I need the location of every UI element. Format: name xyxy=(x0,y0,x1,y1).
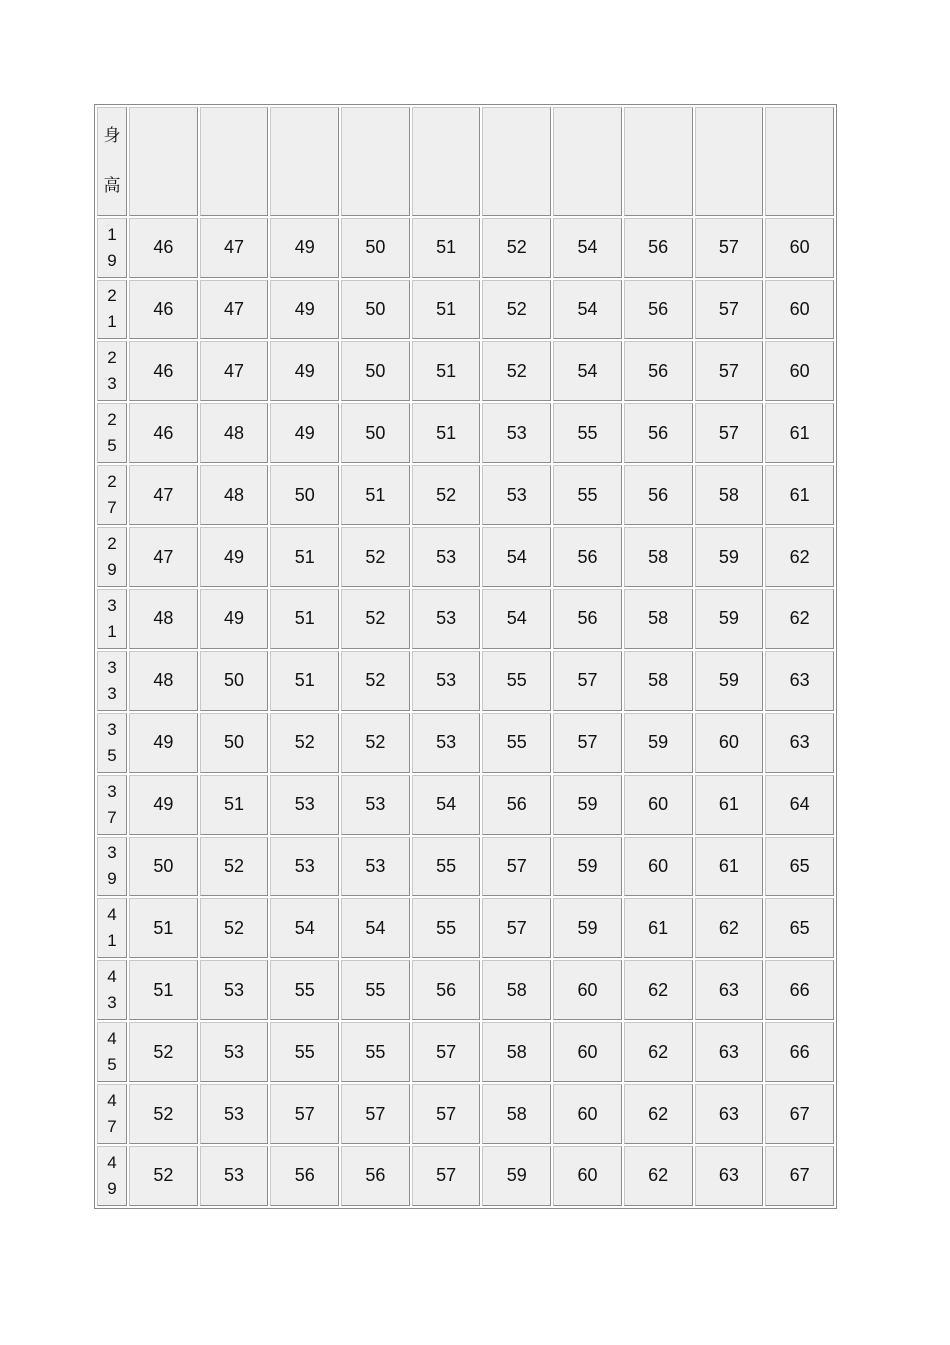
table-cell: 56 xyxy=(553,527,622,587)
table-cell: 51 xyxy=(412,341,481,401)
table-cell: 55 xyxy=(412,898,481,958)
row-label-cell xyxy=(97,651,127,711)
table-cell: 55 xyxy=(270,1022,339,1082)
table-cell: 65 xyxy=(765,898,834,958)
table-cell: 59 xyxy=(695,589,764,649)
table-row xyxy=(97,651,834,711)
table-cell: 48 xyxy=(200,403,269,463)
table-cell: 56 xyxy=(412,960,481,1020)
table-cell: 62 xyxy=(765,589,834,649)
table-cell: 60 xyxy=(624,837,693,897)
header-cell xyxy=(341,107,410,216)
table-row xyxy=(97,589,834,649)
table-cell: 53 xyxy=(412,651,481,711)
table-row xyxy=(97,403,834,463)
row-label-cell xyxy=(97,960,127,1020)
table-cell: 60 xyxy=(553,960,622,1020)
table-cell: 58 xyxy=(624,589,693,649)
header-cell xyxy=(200,107,269,216)
table-cell: 48 xyxy=(129,589,198,649)
table-cell: 50 xyxy=(341,403,410,463)
table-cell: 58 xyxy=(624,527,693,587)
table-cell: 52 xyxy=(129,1022,198,1082)
table-cell: 55 xyxy=(553,465,622,525)
table-cell: 59 xyxy=(695,527,764,587)
table-cell: 57 xyxy=(695,218,764,278)
table-cell: 49 xyxy=(270,403,339,463)
table-cell: 52 xyxy=(482,341,551,401)
table-cell: 57 xyxy=(695,341,764,401)
table-cell: 64 xyxy=(765,775,834,835)
table-cell: 50 xyxy=(341,341,410,401)
table-cell: 62 xyxy=(695,898,764,958)
row-label-cell xyxy=(97,341,127,401)
table-cell: 47 xyxy=(200,341,269,401)
table-cell: 61 xyxy=(765,403,834,463)
table-cell: 53 xyxy=(412,527,481,587)
table-cell: 59 xyxy=(624,713,693,773)
table-cell: 55 xyxy=(270,960,339,1020)
table-cell: 61 xyxy=(624,898,693,958)
table-cell: 60 xyxy=(553,1022,622,1082)
table-row xyxy=(97,465,834,525)
table-cell: 55 xyxy=(341,1022,410,1082)
table-cell: 57 xyxy=(412,1022,481,1082)
table-cell: 59 xyxy=(553,898,622,958)
table-cell: 59 xyxy=(553,775,622,835)
table-cell: 60 xyxy=(553,1146,622,1206)
table-cell: 54 xyxy=(553,341,622,401)
table-cell: 55 xyxy=(482,713,551,773)
table-cell: 48 xyxy=(129,651,198,711)
table-cell: 66 xyxy=(765,1022,834,1082)
table-cell: 67 xyxy=(765,1146,834,1206)
table-cell: 59 xyxy=(695,651,764,711)
row-label: 29 xyxy=(107,534,117,580)
table-cell: 53 xyxy=(412,589,481,649)
table-cell: 55 xyxy=(341,960,410,1020)
table-cell: 57 xyxy=(412,1146,481,1206)
row-label-cell xyxy=(97,898,127,958)
table-cell: 51 xyxy=(270,589,339,649)
table-row xyxy=(97,280,834,340)
table-cell: 50 xyxy=(341,280,410,340)
table-cell: 58 xyxy=(624,651,693,711)
table-cell: 49 xyxy=(270,341,339,401)
table-cell: 49 xyxy=(200,589,269,649)
table-cell: 57 xyxy=(695,280,764,340)
table-cell: 51 xyxy=(412,280,481,340)
row-label: 31 xyxy=(107,595,117,641)
table-cell: 52 xyxy=(341,713,410,773)
table-cell: 49 xyxy=(129,775,198,835)
table-cell: 57 xyxy=(412,1084,481,1144)
row-label: 41 xyxy=(107,905,117,951)
header-cell xyxy=(482,107,551,216)
row-label-cell xyxy=(97,218,127,278)
table-cell: 57 xyxy=(553,713,622,773)
row-label-cell xyxy=(97,1084,127,1144)
table-cell: 57 xyxy=(341,1084,410,1144)
table-cell: 49 xyxy=(270,218,339,278)
table-cell: 62 xyxy=(765,527,834,587)
table-cell: 58 xyxy=(482,1084,551,1144)
table-cell: 62 xyxy=(624,1084,693,1144)
table-cell: 53 xyxy=(341,775,410,835)
table-cell: 49 xyxy=(129,713,198,773)
row-label-cell xyxy=(97,837,127,897)
header-label-cell xyxy=(97,107,127,216)
table-cell: 51 xyxy=(412,218,481,278)
table-cell: 54 xyxy=(412,775,481,835)
table-cell: 52 xyxy=(341,589,410,649)
row-label: 47 xyxy=(107,1091,117,1137)
row-label: 49 xyxy=(107,1152,117,1198)
table-cell: 60 xyxy=(765,341,834,401)
header-cell xyxy=(129,107,198,216)
row-label: 27 xyxy=(107,472,117,518)
table-cell: 53 xyxy=(270,775,339,835)
header-cell xyxy=(270,107,339,216)
table-cell: 56 xyxy=(624,341,693,401)
table-row xyxy=(97,218,834,278)
row-label: 37 xyxy=(107,781,117,827)
table-cell: 60 xyxy=(624,775,693,835)
table-cell: 57 xyxy=(553,651,622,711)
table-cell: 54 xyxy=(553,218,622,278)
table-cell: 52 xyxy=(341,527,410,587)
header-cell xyxy=(624,107,693,216)
table-cell: 52 xyxy=(482,280,551,340)
row-label-cell xyxy=(97,527,127,587)
table-cell: 54 xyxy=(482,589,551,649)
table-cell: 60 xyxy=(695,713,764,773)
table-cell: 52 xyxy=(129,1146,198,1206)
table-cell: 50 xyxy=(200,651,269,711)
row-label: 19 xyxy=(107,224,117,270)
header-cell xyxy=(553,107,622,216)
row-label: 25 xyxy=(107,410,117,456)
table-cell: 52 xyxy=(129,1084,198,1144)
table-cell: 48 xyxy=(200,465,269,525)
table-cell: 61 xyxy=(765,465,834,525)
row-label: 21 xyxy=(107,286,117,332)
table-row xyxy=(97,341,834,401)
table-cell: 51 xyxy=(200,775,269,835)
table-cell: 53 xyxy=(341,837,410,897)
table-cell: 61 xyxy=(695,775,764,835)
table-cell: 46 xyxy=(129,403,198,463)
table-cell: 59 xyxy=(482,1146,551,1206)
table-cell: 59 xyxy=(553,837,622,897)
row-label-cell xyxy=(97,465,127,525)
table-cell: 54 xyxy=(482,527,551,587)
table-cell: 56 xyxy=(624,465,693,525)
table-cell: 53 xyxy=(200,1146,269,1206)
table-cell: 63 xyxy=(695,960,764,1020)
table-row xyxy=(97,1022,834,1082)
table-cell: 56 xyxy=(624,280,693,340)
table-cell: 50 xyxy=(270,465,339,525)
table-cell: 53 xyxy=(200,1084,269,1144)
table-cell: 65 xyxy=(765,837,834,897)
table-cell: 52 xyxy=(341,651,410,711)
table-cell: 56 xyxy=(341,1146,410,1206)
table-cell: 63 xyxy=(695,1084,764,1144)
table-cell: 50 xyxy=(200,713,269,773)
table-cell: 66 xyxy=(765,960,834,1020)
table-cell: 67 xyxy=(765,1084,834,1144)
table-cell: 52 xyxy=(270,713,339,773)
table-cell: 58 xyxy=(482,1022,551,1082)
table-cell: 51 xyxy=(270,527,339,587)
data-table xyxy=(95,105,836,1208)
table-cell: 53 xyxy=(482,465,551,525)
table-cell: 49 xyxy=(270,280,339,340)
table-cell: 53 xyxy=(270,837,339,897)
table-row xyxy=(97,775,834,835)
table-row xyxy=(97,837,834,897)
table-cell: 57 xyxy=(695,403,764,463)
row-label: 39 xyxy=(107,843,117,889)
table-cell: 52 xyxy=(482,218,551,278)
header-cell xyxy=(412,107,481,216)
table-cell: 55 xyxy=(412,837,481,897)
table-row xyxy=(97,960,834,1020)
table-cell: 62 xyxy=(624,1146,693,1206)
table-cell: 58 xyxy=(482,960,551,1020)
table-cell: 52 xyxy=(200,898,269,958)
table-body xyxy=(97,107,834,1206)
table-cell: 46 xyxy=(129,280,198,340)
table-cell: 47 xyxy=(200,218,269,278)
table-row xyxy=(97,527,834,587)
table-cell: 56 xyxy=(624,403,693,463)
table-row xyxy=(97,1084,834,1144)
table-cell: 51 xyxy=(341,465,410,525)
row-label-cell xyxy=(97,403,127,463)
row-label: 35 xyxy=(107,719,117,765)
table-cell: 56 xyxy=(624,218,693,278)
row-label: 23 xyxy=(107,348,117,394)
table-cell: 56 xyxy=(482,775,551,835)
table-cell: 63 xyxy=(695,1146,764,1206)
table-cell: 51 xyxy=(129,898,198,958)
table-cell: 56 xyxy=(270,1146,339,1206)
table-cell: 53 xyxy=(482,403,551,463)
table-cell: 62 xyxy=(624,960,693,1020)
table-cell: 47 xyxy=(200,280,269,340)
height-header-label: 身高 xyxy=(103,126,121,197)
table-cell: 54 xyxy=(341,898,410,958)
row-label-cell xyxy=(97,713,127,773)
row-label-cell xyxy=(97,775,127,835)
header-row xyxy=(97,107,834,216)
row-label-cell xyxy=(97,280,127,340)
table-cell: 63 xyxy=(765,651,834,711)
table-cell: 63 xyxy=(695,1022,764,1082)
table-cell: 46 xyxy=(129,341,198,401)
table-cell: 50 xyxy=(341,218,410,278)
table-cell: 53 xyxy=(412,713,481,773)
table-cell: 53 xyxy=(200,1022,269,1082)
table-cell: 55 xyxy=(482,651,551,711)
table-cell: 51 xyxy=(129,960,198,1020)
table-cell: 60 xyxy=(553,1084,622,1144)
row-label-cell xyxy=(97,589,127,649)
row-label-cell xyxy=(97,1022,127,1082)
table-cell: 52 xyxy=(412,465,481,525)
table-cell: 60 xyxy=(765,218,834,278)
table-row xyxy=(97,1146,834,1206)
row-label: 33 xyxy=(107,657,117,703)
table-cell: 62 xyxy=(624,1022,693,1082)
table-row xyxy=(97,713,834,773)
table-cell: 58 xyxy=(695,465,764,525)
size-table xyxy=(94,104,837,1209)
table-cell: 51 xyxy=(270,651,339,711)
table-cell: 49 xyxy=(200,527,269,587)
table-cell: 52 xyxy=(200,837,269,897)
table-cell: 61 xyxy=(695,837,764,897)
table-cell: 50 xyxy=(129,837,198,897)
table-cell: 47 xyxy=(129,465,198,525)
table-cell: 63 xyxy=(765,713,834,773)
table-cell: 56 xyxy=(553,589,622,649)
row-label: 43 xyxy=(107,967,117,1013)
table-row xyxy=(97,898,834,958)
header-cell xyxy=(695,107,764,216)
table-cell: 60 xyxy=(765,280,834,340)
table-cell: 57 xyxy=(482,837,551,897)
table-cell: 57 xyxy=(482,898,551,958)
table-cell: 54 xyxy=(270,898,339,958)
table-cell: 55 xyxy=(553,403,622,463)
table-cell: 57 xyxy=(270,1084,339,1144)
table-cell: 53 xyxy=(200,960,269,1020)
row-label-cell xyxy=(97,1146,127,1206)
table-cell: 47 xyxy=(129,527,198,587)
table-cell: 46 xyxy=(129,218,198,278)
row-label: 45 xyxy=(107,1029,117,1075)
header-cell xyxy=(765,107,834,216)
table-cell: 54 xyxy=(553,280,622,340)
table-cell: 51 xyxy=(412,403,481,463)
